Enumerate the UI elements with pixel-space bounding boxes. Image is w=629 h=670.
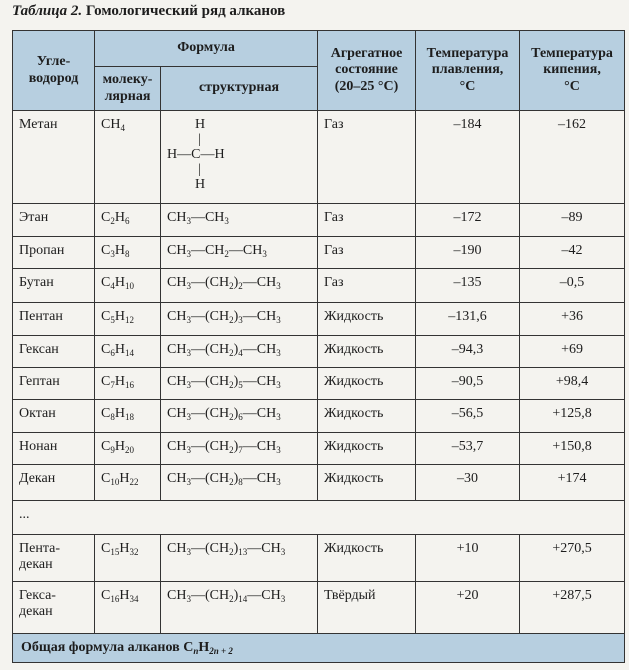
table-row — [13, 582, 625, 634]
structural-formula: $CH_3—(CH_2)_4—CH_3$ — [161, 336, 318, 368]
aggregate-state: Жидкость — [318, 303, 416, 336]
hydrocarbon-name: Нонан — [13, 433, 95, 465]
molecular-formula: $C_5H_{12}$ — [95, 303, 161, 336]
molecular-formula: $CH_4$ — [95, 111, 161, 204]
structural-formula: $CH_3—(CH_2)_3—CH_3$ — [161, 303, 318, 336]
aggregate-state: Жидкость — [318, 535, 416, 582]
boiling-point: +174 — [520, 465, 625, 501]
alkanes-table — [12, 30, 625, 663]
aggregate-state: Жидкость — [318, 368, 416, 400]
boiling-point: –42 — [520, 237, 625, 269]
hydrocarbon-name: Гексан — [13, 336, 95, 368]
aggregate-state: Жидкость — [318, 400, 416, 433]
molecular-formula: $C_6H_{14}$ — [95, 336, 161, 368]
hydrocarbon-name: Октан — [13, 400, 95, 433]
table-row — [13, 111, 625, 204]
melting-point: –135 — [416, 269, 520, 303]
table-row — [13, 336, 625, 368]
general-formula-h: H — [198, 640, 210, 655]
table-row — [13, 400, 625, 433]
table-caption — [12, 3, 285, 20]
boiling-point: –0,5 — [520, 269, 625, 303]
header-hydrocarbon: Угле- водород — [13, 31, 95, 111]
structural-formula: $CH_3—(CH_2)_2—CH_3$ — [161, 269, 318, 303]
hydrocarbon-name: Декан — [13, 465, 95, 501]
header-molecular: молеку- лярная — [95, 67, 161, 111]
aggregate-state: Твёрдый — [318, 582, 416, 634]
header-melting: Температура плавления, °С — [416, 31, 520, 111]
melting-point: –94,3 — [416, 336, 520, 368]
table-row — [13, 368, 625, 400]
melting-point: –190 — [416, 237, 520, 269]
structural-formula: $CH_3—(CH_2)_8—CH_3$ — [161, 465, 318, 501]
molecular-formula: $C_3H_8$ — [95, 237, 161, 269]
melting-point: +10 — [416, 535, 520, 582]
hydrocarbon-name: Пропан — [13, 237, 95, 269]
boiling-point: +98,4 — [520, 368, 625, 400]
aggregate-state: Жидкость — [318, 336, 416, 368]
boiling-point: +69 — [520, 336, 625, 368]
molecular-formula: $C_{10}H_{22}$ — [95, 465, 161, 501]
molecular-formula: $C_7H_{16}$ — [95, 368, 161, 400]
ellipsis-row — [13, 501, 625, 535]
boiling-point: –89 — [520, 204, 625, 237]
molecular-formula: $C_{16}H_{34}$ — [95, 582, 161, 634]
molecular-formula: $C_2H_6$ — [95, 204, 161, 237]
hydrocarbon-name: Гекса- декан — [13, 582, 95, 634]
boiling-point: +270,5 — [520, 535, 625, 582]
aggregate-state: Газ — [318, 237, 416, 269]
general-formula-sub-2n2: 2n + 2 — [209, 646, 233, 656]
structural-formula: $CH_3—(CH_2)_7—CH_3$ — [161, 433, 318, 465]
table-row — [13, 433, 625, 465]
melting-point: –90,5 — [416, 368, 520, 400]
table-row — [13, 303, 625, 336]
methane-structure: H | H—C—H | H — [167, 117, 225, 192]
table-row — [13, 465, 625, 501]
melting-point: –184 — [416, 111, 520, 204]
structural-formula: $CH_3—(CH_2)_{13}—CH_3$ — [161, 535, 318, 582]
hydrocarbon-name: Бутан — [13, 269, 95, 303]
structural-formula: $CH_3—(CH_2)_{14}—CH_3$ — [161, 582, 318, 634]
molecular-formula: $C_4H_{10}$ — [95, 269, 161, 303]
melting-point: –56,5 — [416, 400, 520, 433]
table-row — [13, 269, 625, 303]
melting-point: –30 — [416, 465, 520, 501]
table-body — [13, 111, 625, 634]
structural-formula: $CH_3—CH_3$ — [161, 204, 318, 237]
boiling-point: +150,8 — [520, 433, 625, 465]
melting-point: –131,6 — [416, 303, 520, 336]
aggregate-state: Жидкость — [318, 433, 416, 465]
header-formula: Формула — [95, 31, 318, 67]
hydrocarbon-name: Метан — [13, 111, 95, 204]
header-structural: структурная — [161, 67, 318, 111]
structural-formula: $CH_3—(CH_2)_6—CH_3$ — [161, 400, 318, 433]
molecular-formula: $C_8H_{18}$ — [95, 400, 161, 433]
hydrocarbon-name: Пента- декан — [13, 535, 95, 582]
structural-formula: $CH_3—CH_2—CH_3$ — [161, 237, 318, 269]
aggregate-state: Жидкость — [318, 465, 416, 501]
aggregate-state: Газ — [318, 269, 416, 303]
general-formula-text: Общая формула алканов C — [21, 640, 194, 655]
hydrocarbon-name: Пентан — [13, 303, 95, 336]
general-formula — [13, 634, 625, 663]
header-state: Агрегатное состояние (20–25 °С) — [318, 31, 416, 111]
melting-point: +20 — [416, 582, 520, 634]
table-row — [13, 204, 625, 237]
hydrocarbon-name: Гептан — [13, 368, 95, 400]
aggregate-state: Газ — [318, 204, 416, 237]
melting-point: –172 — [416, 204, 520, 237]
table-row — [13, 237, 625, 269]
table-row — [13, 535, 625, 582]
ellipsis: ... — [13, 501, 625, 535]
boiling-point: –162 — [520, 111, 625, 204]
hydrocarbon-name: Этан — [13, 204, 95, 237]
header-boiling: Температура кипения, °С — [520, 31, 625, 111]
boiling-point: +36 — [520, 303, 625, 336]
caption-title: Гомологический ряд алканов — [85, 3, 286, 19]
structural-formula — [161, 111, 318, 204]
molecular-formula: $C_{15}H_{32}$ — [95, 535, 161, 582]
structural-formula: $CH_3—(CH_2)_5—CH_3$ — [161, 368, 318, 400]
boiling-point: +287,5 — [520, 582, 625, 634]
melting-point: –53,7 — [416, 433, 520, 465]
general-formula-sub-n: n — [193, 646, 199, 656]
boiling-point: +125,8 — [520, 400, 625, 433]
aggregate-state: Газ — [318, 111, 416, 204]
molecular-formula: $C_9H_{20}$ — [95, 433, 161, 465]
caption-label: Таблица 2. — [12, 3, 83, 19]
